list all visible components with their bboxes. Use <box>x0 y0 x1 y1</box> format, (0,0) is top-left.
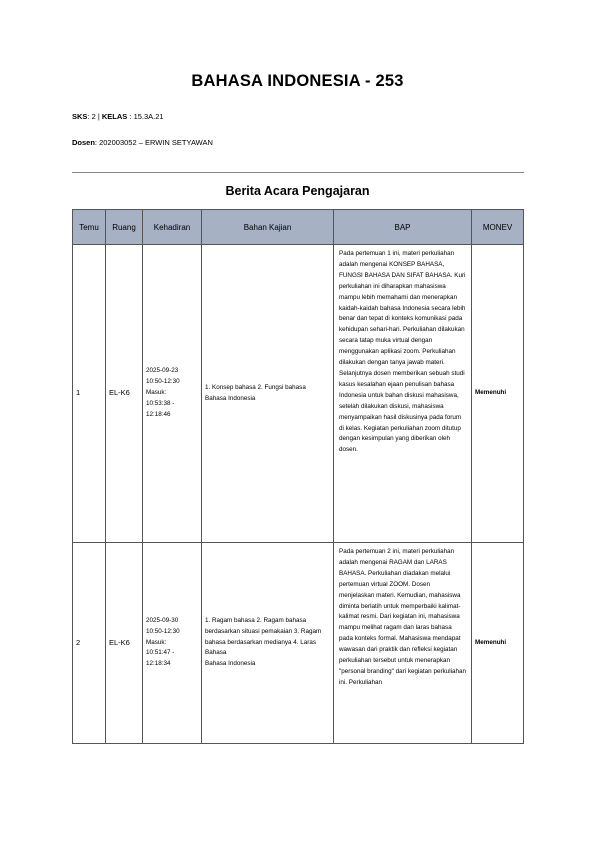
kelas-label: KELAS <box>101 112 128 121</box>
header-monev: MONEV <box>472 210 524 245</box>
ruang-cell: EL-K6 <box>106 245 143 543</box>
ruang-cell: EL-K6 <box>106 543 143 744</box>
monev-cell: Memenuhi <box>472 245 524 543</box>
dosen-value: : 202003052 – ERWIN SETYAWAN <box>94 138 213 147</box>
header-ruang: Ruang <box>106 210 143 245</box>
bahan-kajian-cell: 1. Konsep bahasa 2. Fungsi bahasa Bahasa Indonesia <box>202 245 334 543</box>
temu-cell: 1 <box>73 245 106 543</box>
sks-label: SKS <box>72 112 88 121</box>
kelas-value: : 15.3A.21 <box>127 112 164 121</box>
section-title: Berita Acara Pengajaran <box>225 184 370 198</box>
kehadiran-cell: 2025-09-30 10:50-12:30 Masuk: 10:51:47 - 12:18:34 <box>143 543 202 744</box>
bap-cell: Pada pertemuan 2 ini, materi perkuliahan adalah mengenai RAGAM dan LARAS BAHASA. Perkuliahan diadakan melalui pertemuan virtual ZOOM. Dosen menjelaskan materi. Kemudian, mahasiswa diminta berlatih untuk memperbaiki kalimat-kalimat resmi. Dari kegiatan ini, mahasiswa mampu melihat ragam dan laras bahasa pada konteks formal. Mahasiswa mendapat wawasan dari praktik dan refleksi kegiatan perkuliahan tersebut untuk menerapkan "personal branding" dari kegiatan perkuliahan ini. Perkuliahan <box>334 543 472 744</box>
table-header-row <box>73 210 524 245</box>
header-kehadiran: Kehadiran <box>143 210 202 245</box>
sks-value: : 2 | <box>87 112 102 121</box>
sks-kelas-line <box>72 112 164 121</box>
bap-cell: Pada pertemuan 1 ini, materi perkuliahan adalah mengenai KONSEP BAHASA, FUNGSI BAHASA DAN SIFAT BAHASA. Kuri perkuliahan ini diharapkan mahasiswa mampu lebih memahami dan menerapkan kaidah-kaidah bahasa Indonesia secara lebih benar dan tepat di konteks komunikasi pada kehidupan sehari-hari. Perkuliahan dilakukan secara tatap muka virtual dengan menggunakan aplikasi zoom. Perkuliahan dilakukan dengan tanya jawab materi. Selanjutnya dosen memberikan sebuah studi kasus kesalahan ejaan penulisan bahasa Indonesia untuk bahan diskusi mahasiswa, setelah dilakukan diskusi, mahasiswa menyampaikan hasil diskusinya pada forum di kelas. Kegiatan perkuliahan zoom ditutup dengan kesimpulan yang diberikan oleh dosen. <box>334 245 472 543</box>
table-row <box>73 245 524 543</box>
table-row <box>73 543 524 744</box>
temu-cell: 2 <box>73 543 106 744</box>
header-temu: Temu <box>73 210 106 245</box>
course-title: BAHASA INDONESIA - 253 <box>191 72 404 90</box>
dosen-line <box>72 138 213 147</box>
header-bahan-kajian: Bahan Kajian <box>202 210 334 245</box>
divider <box>72 172 524 173</box>
dosen-label: Dosen <box>72 138 95 147</box>
bahan-kajian-cell: 1. Ragam bahasa 2. Ragam bahasa berdasarkan situasi pemakaian 3. Ragam bahasa berdasarkan medianya 4. Laras Bahasa Bahasa Indonesia <box>202 543 334 744</box>
monev-cell: Memenuhi <box>472 543 524 744</box>
bap-table <box>72 209 524 744</box>
kehadiran-cell: 2025-09-23 10:50-12:30 Masuk: 10:53:38 - 12:18:46 <box>143 245 202 543</box>
header-bap: BAP <box>334 210 472 245</box>
